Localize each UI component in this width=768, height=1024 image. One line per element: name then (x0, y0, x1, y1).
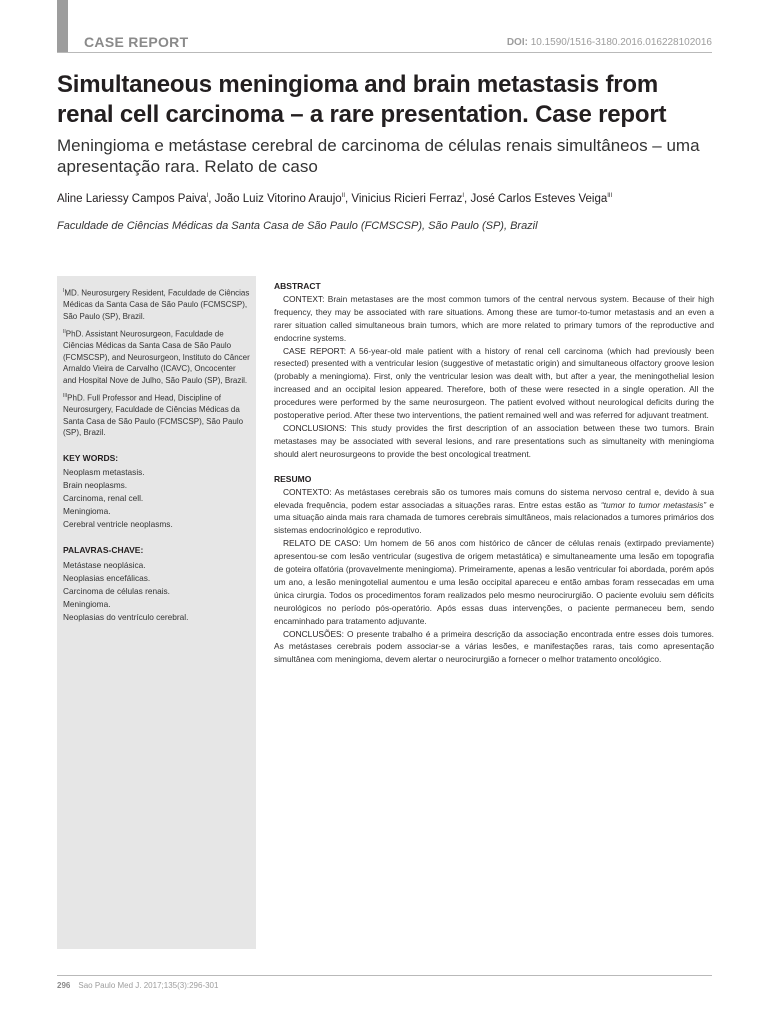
abstract-conclusions (274, 422, 714, 461)
conclusions-label: CONCLUSIONS: (283, 422, 347, 433)
keyword-item: Brain neoplasms. (63, 480, 128, 491)
footer-divider (57, 975, 712, 976)
resumo-heading: RESUMO (274, 473, 312, 484)
contexto-text: As metástases cerebrais são os tumores mais comuns do sistema nervoso central e, devido à sua elevada frequência, podem estar associadas a situações raras. Entre estas estão as (274, 486, 714, 510)
affiliation-item (63, 327, 250, 386)
keyword-item: Neoplasm metastasis. (63, 467, 145, 478)
contexto-text-cont: e uma situação ainda mais rara chamada de tumores cerebrais simultâneos, mais relacionados a tumores primários dos sistemas endocrinológico e reprodutivo. (274, 499, 714, 536)
keyword-item: Carcinoma, renal cell. (63, 493, 144, 504)
main-affiliation: Faculdade de Ciências Médicas da Santa Casa de São Paulo (FCMSCSP), São Paulo (SP), Brazil (57, 220, 538, 232)
resumo-contexto (274, 486, 714, 538)
conclusions-text: This study provides the first description of an association between these two tumors. Brain metastases may be associated with several lesions, and rare presentations such as simultaneity with meningioma should alert neurosurgeons to provide the best oncological treatment. (274, 422, 714, 459)
author-affiliation-mark: I (206, 193, 209, 200)
relato-label: RELATO DE CASO: (283, 538, 361, 549)
affiliation-text: PhD. Assistant Neurosurgeon, Faculdade de Ciências Médicas da Santa Casa de São Paulo (FCMSCSP), and Neurosurgeon, Instituto do Câncer Arnaldo Vieira de Carvalho (ICAVC), Oncocenter and Hospital Nove de Julho, São Paulo (SP), Brazil. (63, 329, 250, 385)
palavra-chave-item: Carcinoma de células renais. (63, 585, 170, 596)
doi[interactable] (507, 37, 712, 48)
abstract-column (274, 280, 714, 666)
author-separator: , (464, 193, 471, 205)
affiliations-sidebar (57, 276, 256, 949)
author-separator: , (208, 193, 215, 205)
author-affiliation-mark: II (341, 193, 345, 200)
palavras-chave-heading: PALAVRAS-CHAVE: (63, 545, 144, 556)
keyword-item: Meningioma. (63, 506, 111, 517)
conclusoes-text: O presente trabalho é a primeira descrição da associação encontrada entre esses dois tumores. As metástases cerebrais podem associar-se a várias lesões, e manifestações raras, tais como apresentação simultânea com meningioma, devem alertar o neurocirurgião a fornecer o melhor tratamento oncológico. (274, 628, 714, 665)
doi-label: DOI: (506, 37, 528, 48)
author-name: José Carlos Esteves Veiga (470, 193, 608, 205)
author-list (57, 193, 717, 205)
affiliation-mark: III (63, 393, 68, 400)
contexto-label: CONTEXTO: (283, 486, 332, 497)
affiliation-item (63, 391, 250, 439)
affiliation-text: MD. Neurosurgery Resident, Faculdade de Ciências Médicas da Santa Casa de São Paulo (FCMSCSP), São Paulo (SP), Brazil. (63, 288, 250, 321)
contexto-italic: “tumor to tumor metastasis” (600, 499, 707, 510)
relato-text: Um homem de 56 anos com histórico de câncer de células renais (extirpado previamente) apresentou-se com lesão ventricular (sugestiva de origem metastática) e simultaneamente uma lesão em topografia de goteira olfatória (provavelmente meningioma). Primeiramente, apenas a lesão ventricular foi abordada, porém após um ano, a lesão meningotelial aumentou e uma lesão occipital apareceu e então ambas foram ressecadas em uma única cirurgia. Todos os procedimentos foram realizados pelo mesmo neurocirurgião. O paciente evoluiu sem déficits neurológicos no período pós-operatório. Após essas duas intervenções, o paciente permaneceu bem, sendo encaminhado para tratamento adjuvante. (274, 538, 714, 626)
affiliation-mark: II (63, 329, 66, 336)
author-name: Vinicius Ricieri Ferraz (351, 193, 463, 205)
author-name: Aline Lariessy Campos Paiva (57, 193, 207, 205)
article-subtitle: Meningioma e metástase cerebral de carcinoma de células renais simultâneos – uma apresentação rara. Relato de caso (57, 136, 700, 176)
abstract-case-report (274, 345, 714, 422)
context-text: Brain metastases are the most common tumors of the central nervous system. Because of their high frequency, they may be associated with rare situations. Among these are tumor-to-tumor metastasis and an even a rarer situation called simultaneous brain tumors, which are more related to primary tumors of the reproductive and endocrine systems. (274, 293, 714, 343)
page-header (84, 34, 712, 52)
header-accent-bar (57, 0, 68, 52)
header-divider (57, 52, 712, 53)
affiliation-text: PhD. Full Professor and Head, Discipline of Neurosurgery, Faculdade de Ciências Médicas da Santa Casa de São Paulo (FCMSCSP), São Paulo (SP), Brazil. (63, 393, 244, 438)
page-number: 296 (57, 981, 71, 990)
abstract-context (274, 293, 714, 345)
case-report-text: A 56-year-old male patient with a history of renal cell carcinoma (which had previously been resected) presented with a ventricular lesion (suggestive of metastatic origin) and simultaneous olfactory groove lesion (probably a meningioma). First, only the ventricular lesion was dealt with, but after a year, the meningothelial lesion increased and an occipital lesion appeared. Therefore, both of these were resected in a single operation. All the procedures were performed by the same neurosurgeon. The patient evolved without neurological deficits during the postoperative period. After these two interventions, the patient remained well and was referred for adjuvant treatment. (274, 345, 714, 421)
palavra-chave-item: Neoplasias encefálicas. (63, 572, 151, 583)
section-label: CASE REPORT (84, 34, 189, 50)
page-footer (57, 981, 218, 990)
resumo-relato (274, 537, 714, 627)
keywords-heading: KEY WORDS: (63, 452, 119, 463)
author-affiliation-mark: III (607, 193, 613, 200)
author-name: João Luiz Vitorino Araujo (214, 193, 342, 205)
resumo-conclusoes (274, 628, 714, 667)
affiliation-item (63, 286, 250, 322)
journal-citation: Sao Paulo Med J. 2017;135(3):296-301 (78, 981, 219, 990)
author-affiliation-mark: I (462, 193, 465, 200)
conclusoes-label: CONCLUSÕES: (283, 628, 344, 639)
context-label: CONTEXT: (283, 293, 325, 304)
doi-value: 10.1590/1516-3180.2016.016228102016 (530, 37, 712, 48)
author-separator: , (345, 193, 352, 205)
keyword-item: Cerebral ventricle neoplasms. (63, 519, 173, 530)
article-title: Simultaneous meningioma and brain metastasis from renal cell carcinoma – a rare presentation. Case report (57, 71, 667, 128)
palavra-chave-item: Metástase neoplásica. (63, 559, 146, 570)
case-report-label: CASE REPORT: (283, 345, 347, 356)
abstract-heading: ABSTRACT (274, 281, 321, 291)
palavra-chave-item: Neoplasias do ventrículo cerebral. (63, 611, 189, 622)
palavra-chave-item: Meningioma. (63, 598, 111, 609)
affiliation-mark: I (63, 288, 65, 294)
section-gap (274, 461, 714, 473)
